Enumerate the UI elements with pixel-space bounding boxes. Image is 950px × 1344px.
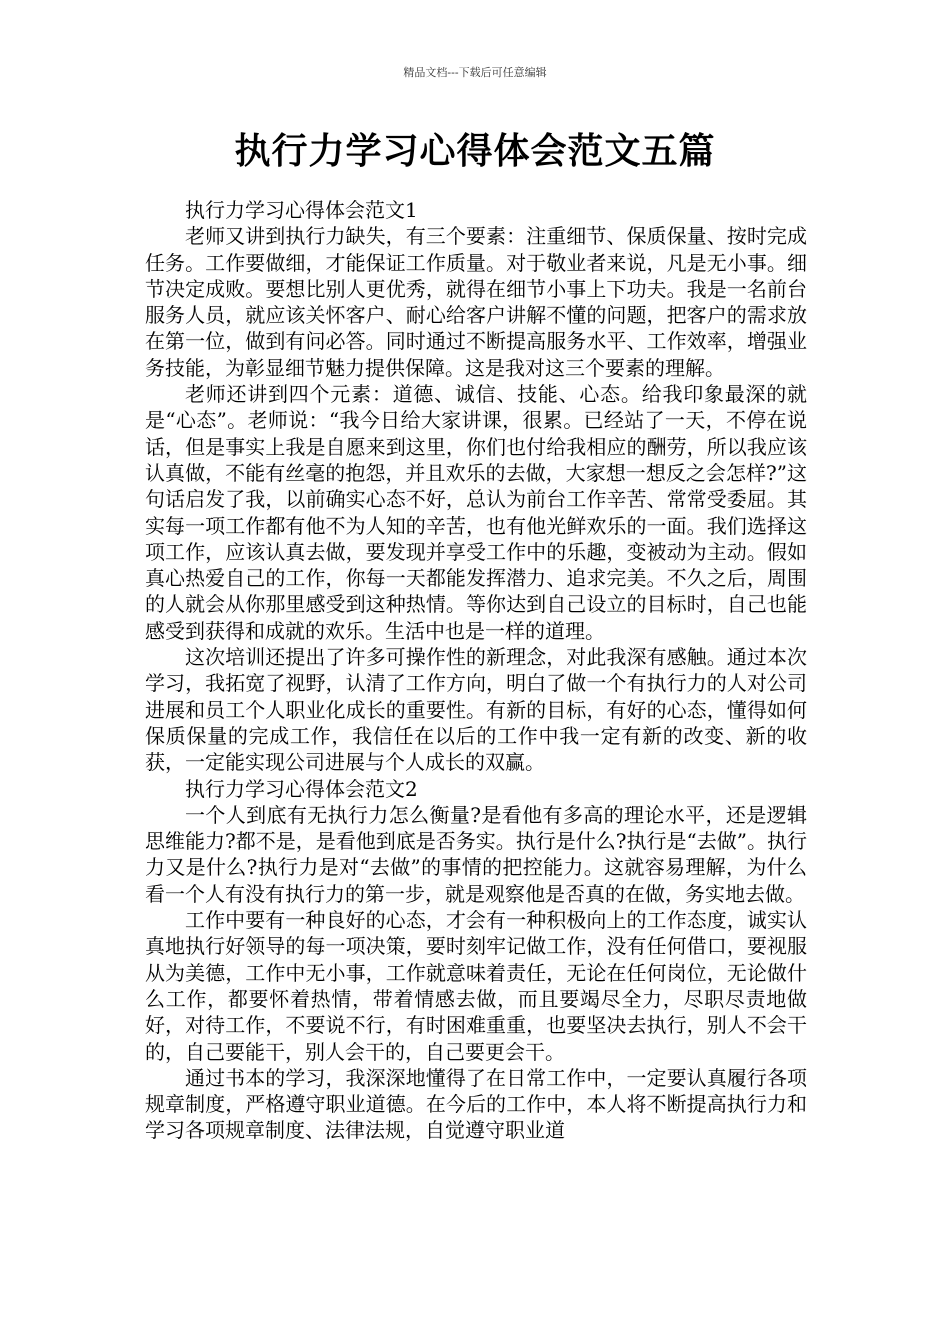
document-body [145,197,807,1144]
body-paragraph: 老师又讲到执行力缺失，有三个要素：注重细节、保质保量、按时完成任务。工作要做细，才能保证工作质量。对于敬业者来说，凡是无小事。细节决定成败。要想比别人更优秀，就得在细节小事上下功夫。我是一名前台服务人员，就应该关怀客户、耐心给客户讲解不懂的问题，把客户的需求放在第一位，做到有问必答。同时通过不断提高服务水平、工作效率，增强业务技能，为彰显细节魅力提供保障。这是我对这三个要素的理解。 [145,224,807,380]
document-header-note: 精品文档---下载后可任意编辑 [403,66,547,79]
body-paragraph: 老师还讲到四个元素：道德、诚信、技能、心态。给我印象最深的就是“心态”。老师说：“我今日给大家讲课，很累。已经站了一天，不停在说话，但是事实上我是自愿来到这里，你们也付给我相应的酬劳，所以我应该认真做，不能有丝毫的抱怨，并且欢乐的去做，大家想一想反之会怎样?”这句话启发了我，以前确实心态不好，总认为前台工作辛苦、常常受委屈。其实每一项工作都有他不为人知的辛苦，也有他光鲜欢乐的一面。我们选择这项工作，应该认真去做，要发现并享受工作中的乐趣，变被动为主动。假如真心热爱自己的工作，你每一天都能发挥潜力、追求完美。不久之后，周围的人就会从你那里感受到这种热情。等你达到自己设立的目标时，自己也能感受到获得和成就的欢乐。生活中也是一样的道理。 [145,382,807,643]
body-paragraph: 这次培训还提出了许多可操作性的新理念，对此我深有感触。通过本次学习，我拓宽了视野，认清了工作方向，明白了做一个有执行力的人对公司进展和员工个人职业化成长的重要性。有新的目标，有好的心态，懂得如何保质保量的完成工作，我信任在以后的工作中我一定有新的改变、新的收获，一定能实现公司进展与个人成长的双赢。 [145,645,807,775]
body-paragraph: 通过书本的学习，我深深地懂得了在日常工作中，一定要认真履行各项规章制度，严格遵守职业道德。在今后的工作中，本人将不断提高执行力和学习各项规章制度、法律法规，自觉遵守职业道 [145,1065,807,1143]
body-paragraph: 工作中要有一种良好的心态，才会有一种积极向上的工作态度，诚实认真地执行好领导的每一项决策，要时刻牢记做工作，没有任何借口，要视服从为美德，工作中无小事，工作就意味着责任，无论在任何岗位，无论做什么工作，都要怀着热情，带着情感去做，而且要竭尽全力，尽职尽责地做好，对待工作，不要说不行，有时困难重重，也要坚决去执行，别人不会干的，自己要能干，别人会干的，自己要更会干。 [145,908,807,1064]
body-paragraph: 一个人到底有无执行力怎么衡量?是看他有多高的理论水平，还是逻辑思维能力?都不是，是看他到底是否务实。执行是什么?执行是“去做”。执行力又是什么?执行力是对“去做”的事情的把控能力。这就容易理解，为什么看一个人有没有执行力的第一步，就是观察他是否真的在做，务实地去做。 [145,802,807,906]
document-title: 执行力学习心得体会范文五篇 [234,131,716,172]
section-heading-1: 执行力学习心得体会范文1 [185,198,418,222]
section-heading-2: 执行力学习心得体会范文2 [185,776,418,801]
